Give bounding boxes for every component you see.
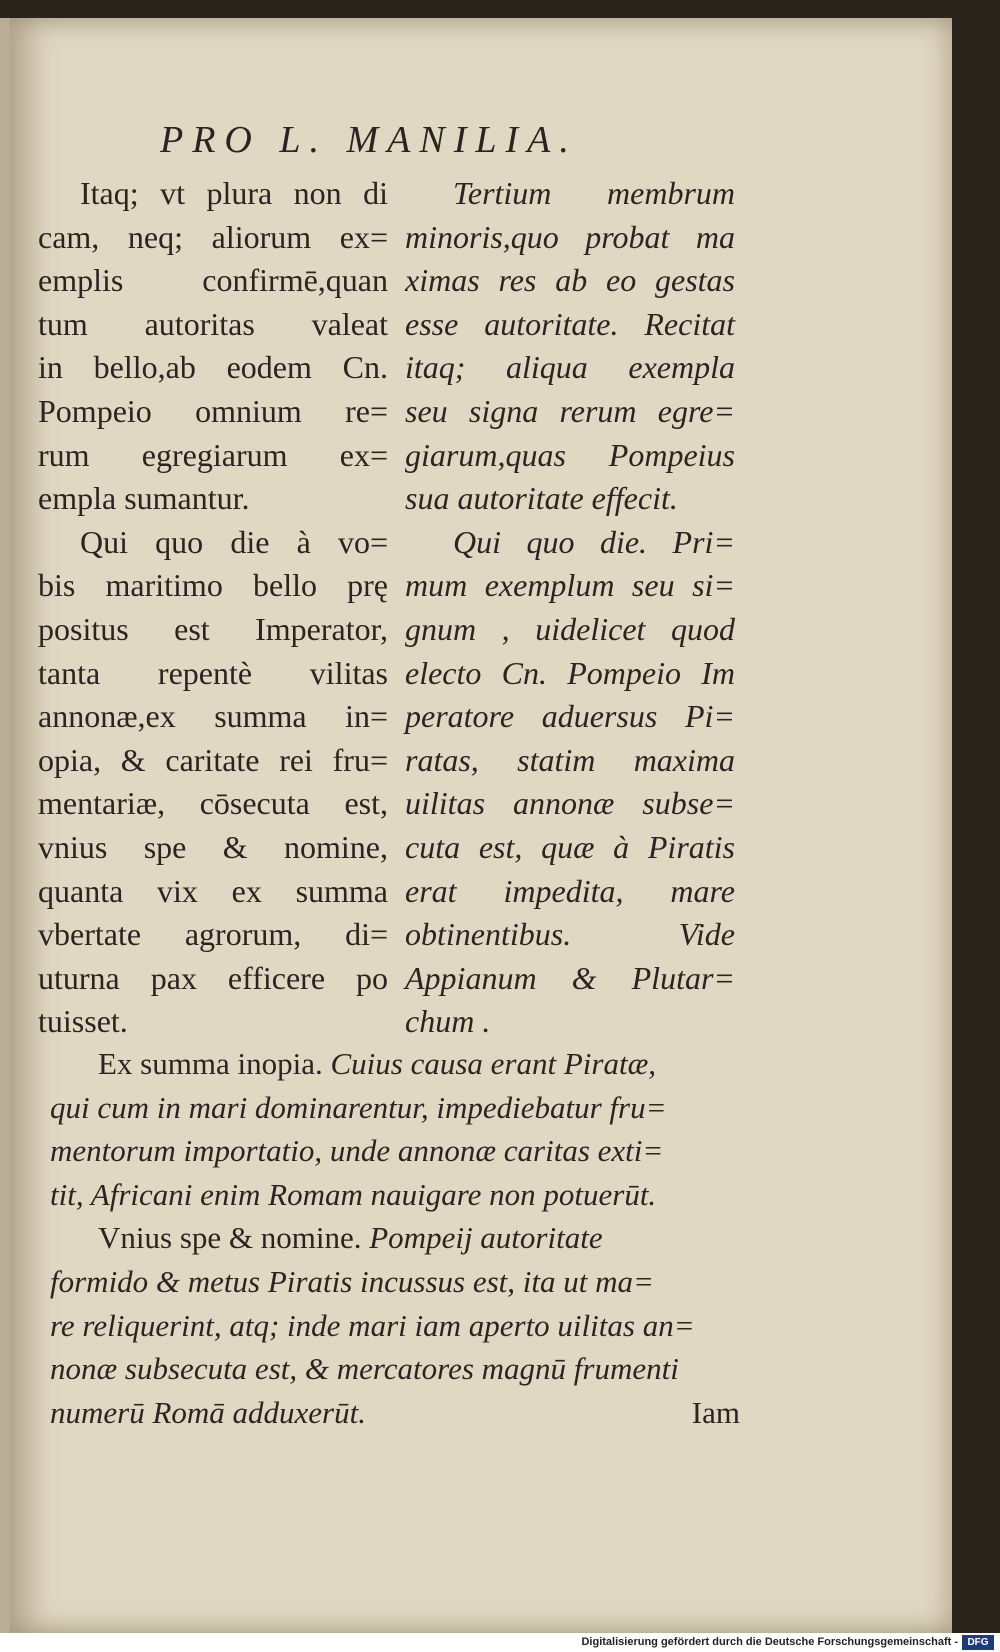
text-line: tanta repentè vilitas bbox=[38, 654, 388, 691]
text-line bbox=[50, 1216, 740, 1260]
text-line: obtinentibus. Vide bbox=[405, 916, 735, 953]
text-line bbox=[50, 1129, 740, 1173]
lemma: Ex summa inopia. bbox=[98, 1046, 323, 1081]
commentary-text: Cuius causa erant Piratæ, bbox=[330, 1046, 656, 1081]
text-line: itaq; aliqua exempla bbox=[405, 349, 735, 386]
text-line: Pompeio omnium re= bbox=[38, 392, 388, 429]
text-line: positus est Imperator, bbox=[38, 610, 388, 647]
text-line: Qui quo die. Pri= bbox=[453, 523, 735, 560]
text-line: gnum , uidelicet quod bbox=[405, 610, 735, 647]
text-line: erat impedita, mare bbox=[405, 872, 735, 909]
text-line: bis maritimo bello prę bbox=[38, 567, 388, 604]
text-line: sua autoritate effecit. bbox=[405, 480, 678, 517]
commentary-text: formido & metus Piratis incussus est, ita ut ma= bbox=[50, 1263, 654, 1299]
text-line: uilitas annonæ subse= bbox=[405, 785, 735, 822]
text-line bbox=[50, 1304, 740, 1348]
footer-credit: Digitalisierung gefördert durch die Deutsche Forschungsgemeinschaft - bbox=[581, 1636, 958, 1648]
text-line bbox=[50, 1391, 740, 1435]
commentary-text: qui cum in mari dominarentur, impediebatur fru= bbox=[50, 1089, 667, 1125]
lemma: Vnius spe & nomine. bbox=[98, 1220, 362, 1256]
text-line: cam, neq; aliorum ex= bbox=[38, 218, 388, 255]
text-line: mum exemplum seu si= bbox=[405, 567, 735, 604]
text-line: minoris,quo probat ma bbox=[405, 218, 735, 255]
text-line: electo Cn. Pompeio Im bbox=[405, 654, 735, 691]
commentary-text: mentorum importatio, unde annonæ caritas exti= bbox=[50, 1133, 664, 1169]
text-line bbox=[50, 1260, 740, 1304]
catchword: Iam bbox=[691, 1394, 740, 1430]
commentary-text: tit, Africani enim Romam nauigare non potuerūt. bbox=[50, 1176, 657, 1212]
text-line: quanta vix ex summa bbox=[38, 872, 388, 909]
text-line: Qui quo die à vo= bbox=[80, 523, 388, 560]
text-line: ximas res ab eo gestas bbox=[405, 262, 735, 299]
text-line bbox=[50, 1347, 740, 1391]
text-line bbox=[50, 1173, 740, 1217]
text-line: cuta est, quæ à Piratis bbox=[405, 828, 735, 865]
commentary-text: re reliquerint, atq; inde mari iam aperto uilitas an= bbox=[50, 1307, 695, 1343]
right-column-commentary bbox=[405, 172, 735, 1044]
commentary-text: numerū Romā adduxerūt. bbox=[50, 1394, 366, 1430]
text-line: tum autoritas valeat bbox=[38, 305, 388, 342]
text-line: uturna pax efficere po bbox=[38, 959, 388, 996]
commentary-text: nonæ subsecuta est, & mercatores magnū frumenti bbox=[50, 1351, 679, 1387]
text-line: empla sumantur. bbox=[38, 480, 250, 517]
text-line: seu signa rerum egre= bbox=[405, 392, 735, 429]
text-line: peratore aduersus Pi= bbox=[405, 698, 735, 735]
text-line: giarum,quas Pompeius bbox=[405, 436, 735, 473]
text-line: in bello,ab eodem Cn. bbox=[38, 349, 388, 386]
text-line: esse autoritate. Recitat bbox=[405, 305, 735, 342]
text-line bbox=[50, 1042, 740, 1086]
text-line bbox=[50, 1086, 740, 1130]
left-column bbox=[38, 172, 388, 1044]
text-line: opia, & caritate rei fru= bbox=[38, 741, 388, 778]
text-line: chum . bbox=[405, 1003, 491, 1040]
text-line: mentariæ, cōsecuta est, bbox=[38, 785, 388, 822]
text-line: vnius spe & nomine, bbox=[38, 828, 388, 865]
text-line: Appianum & Plutar= bbox=[405, 959, 735, 996]
text-line: tuisset. bbox=[38, 1003, 128, 1040]
text-line: rum egregiarum ex= bbox=[38, 436, 388, 473]
text-line: Tertium membrum bbox=[453, 175, 735, 211]
commentary-text: Pompeij autoritate bbox=[369, 1220, 603, 1256]
text-line: ratas, statim maxima bbox=[405, 741, 735, 778]
running-header: PRO L. MANILIA. bbox=[160, 119, 578, 161]
full-width-commentary bbox=[50, 1042, 740, 1434]
text-line: vbertate agrorum, di= bbox=[38, 916, 388, 953]
text-line: emplis confirmē,quan bbox=[38, 262, 388, 299]
text-line: annonæ,ex summa in= bbox=[38, 698, 388, 735]
text-line: Itaq; vt plura non di bbox=[80, 175, 388, 211]
dfg-logo: DFG bbox=[962, 1635, 994, 1650]
